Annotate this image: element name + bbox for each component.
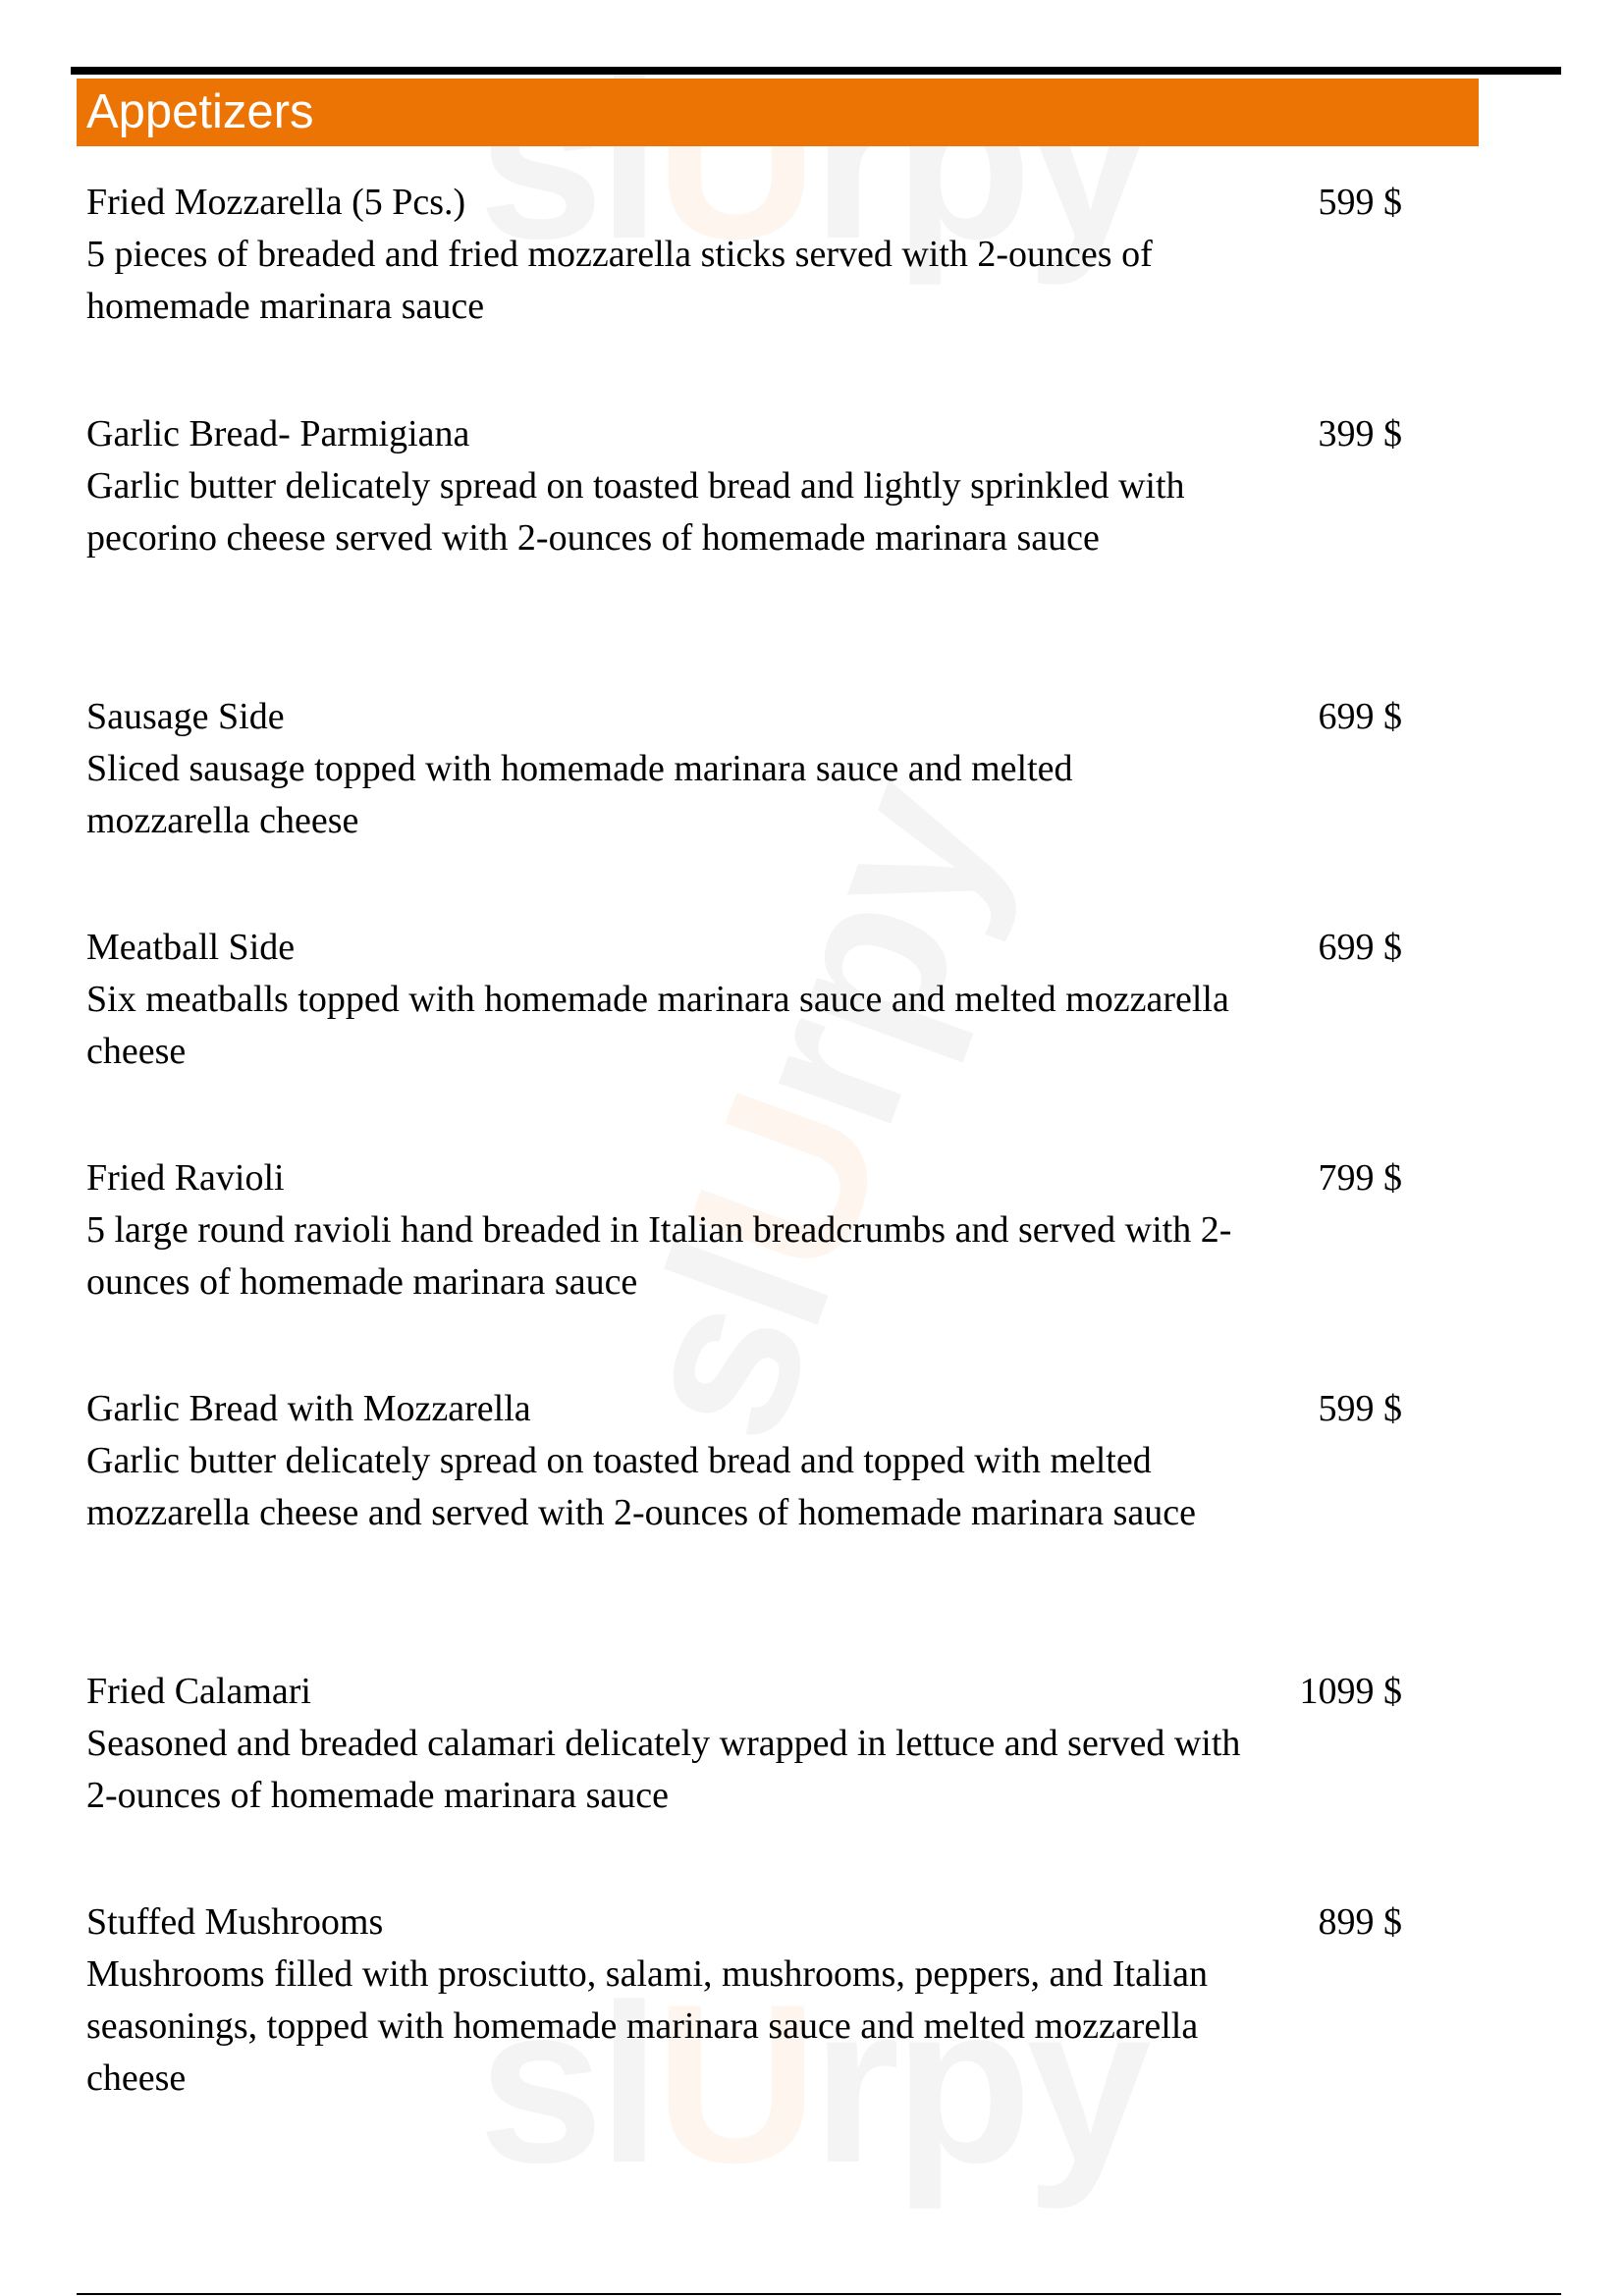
bottom-divider [77, 2293, 1561, 2295]
item-name: Meatball Side [86, 927, 296, 968]
item-name: Garlic Bread- Parmigiana [86, 413, 470, 454]
item-price: 599 $ [1318, 1388, 1402, 1429]
menu-item [86, 1896, 1402, 2105]
watermark-logo: U [639, 1068, 931, 1303]
item-price: 599 $ [1318, 182, 1402, 223]
item-name: Fried Mozzarella (5 Pcs.) [86, 182, 466, 223]
top-divider [71, 67, 1561, 75]
section-header-bar [77, 79, 1479, 146]
item-name: Stuffed Mushrooms [86, 1901, 384, 1943]
item-price: 399 $ [1318, 413, 1402, 454]
item-name: Fried Calamari [86, 1671, 311, 1712]
item-description: Seasoned and breaded calamari delicately wrapped in lettuce and served with 2-ounces of homemade marinara sauce [86, 1723, 1241, 1816]
item-description: 5 large round ravioli hand breaded in Italian breadcrumbs and served with 2-ounces of homemade marinara sauce [86, 1209, 1232, 1303]
item-description: 5 pieces of breaded and fried mozzarella sticks served with 2-ounces of homemade marinara sauce [86, 234, 1153, 327]
section-title: Appetizers [86, 85, 314, 138]
menu-item [86, 1152, 1402, 1308]
item-price: 699 $ [1318, 927, 1402, 968]
watermark-logo: U [654, 1957, 813, 2210]
item-description: Six meatballs topped with homemade marinara sauce and melted mozzarella cheese [86, 979, 1229, 1072]
menu-item [86, 922, 1402, 1078]
watermark-logo: U [654, 33, 813, 286]
item-description: Garlic butter delicately spread on toasted bread and lightly sprinkled with pecorino cheese served with 2-ounces of homemade marinara sauce [86, 465, 1185, 559]
item-description: Garlic butter delicately spread on toasted bread and topped with melted mozzarella cheese and served with 2-ounces of homemade marinara sauce [86, 1440, 1196, 1533]
item-price: 1099 $ [1299, 1671, 1402, 1712]
item-description: Sliced sausage topped with homemade marinara sauce and melted mozzarella cheese [86, 748, 1073, 841]
item-price: 899 $ [1318, 1901, 1402, 1943]
menu-item [86, 177, 1402, 333]
item-description: Mushrooms filled with prosciutto, salami, mushrooms, peppers, and Italian seasonings, topped with homemade marinara sauce and melted mozzarella cheese [86, 1953, 1208, 2099]
item-price: 699 $ [1318, 696, 1402, 737]
item-name: Fried Ravioli [86, 1157, 285, 1199]
menu-item [86, 408, 1402, 564]
menu-item [86, 1666, 1402, 1822]
item-name: Sausage Side [86, 696, 285, 737]
item-name: Garlic Bread with Mozzarella [86, 1388, 531, 1429]
item-price: 799 $ [1318, 1157, 1402, 1199]
menu-item [86, 1383, 1402, 1539]
menu-item [86, 691, 1402, 847]
